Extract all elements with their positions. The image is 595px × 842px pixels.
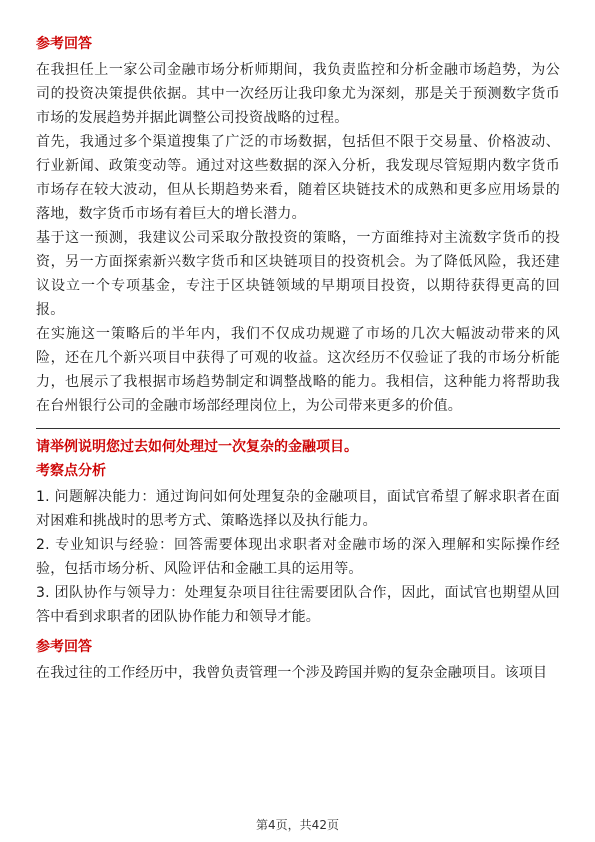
answer-paragraph: 在实施这一策略后的半年内，我们不仅成功规避了市场的几次大幅波动带来的风险，还在几个新兴项目中获得了可观的收益。这次经历不仅验证了我的市场分析能力，也展示了我根据市场趋势制定和调整战略的能力。我相信，这种能力将帮助我在台州银行公司的金融市场部经理岗位上，为公司带来更多的价值。 xyxy=(36,326,560,414)
document-page xyxy=(36,34,560,685)
analysis-point: 2. 专业知识与经验：回答需要体现出求职者对金融市场的深入理解和实际操作经验，包括市场分析、风险评估和金融工具的运用等。 xyxy=(36,537,560,577)
section-heading-reference-answer: 参考回答 xyxy=(36,639,92,655)
answer-paragraph: 首先，我通过多个渠道搜集了广泛的市场数据，包括但不限于交易量、价格波动、行业新闻、政策变动等。通过对这些数据的深入分析，我发现尽管短期内数字货币市场存在较大波动，但从长期趋势来看，随着区块链技术的成熟和更多应用场景的落地，数字货币市场有着巨大的增长潜力。 xyxy=(36,134,560,222)
analysis-point: 3. 团队协作与领导力：处理复杂项目往往需要团队合作，因此，面试官也期望从回答中看到求职者的团队协作能力和领导才能。 xyxy=(36,585,560,625)
section-divider xyxy=(36,428,560,429)
answer-paragraph: 在我担任上一家公司金融市场分析师期间，我负责监控和分析金融市场趋势，为公司的投资决策提供依据。其中一次经历让我印象尤为深刻，那是关于预测数字货币市场的发展趋势并据此调整公司投资战略的过程。 xyxy=(36,62,560,126)
interview-question: 请举例说明您过去如何处理过一次复杂的金融项目。 xyxy=(36,439,358,455)
page-number-footer: 第4页，共42页 xyxy=(256,818,339,832)
answer-paragraph: 在我过往的工作经历中，我曾负责管理一个涉及跨国并购的复杂金融项目。该项目 xyxy=(36,665,548,681)
section-heading-reference-answer: 参考回答 xyxy=(36,36,92,52)
analysis-point: 1. 问题解决能力：通过询问如何处理复杂的金融项目，面试官希望了解求职者在面对困难和挑战时的思考方式、策略选择以及执行能力。 xyxy=(36,489,560,529)
section-heading-analysis: 考察点分析 xyxy=(36,463,106,479)
answer-paragraph: 基于这一预测，我建议公司采取分散投资的策略，一方面维持对主流数字货币的投资，另一方面探索新兴数字货币和区块链项目的投资机会。为了降低风险，我还建议设立一个专项基金，专注于区块链领域的早期项目投资，以期待获得更高的回报。 xyxy=(36,230,560,318)
